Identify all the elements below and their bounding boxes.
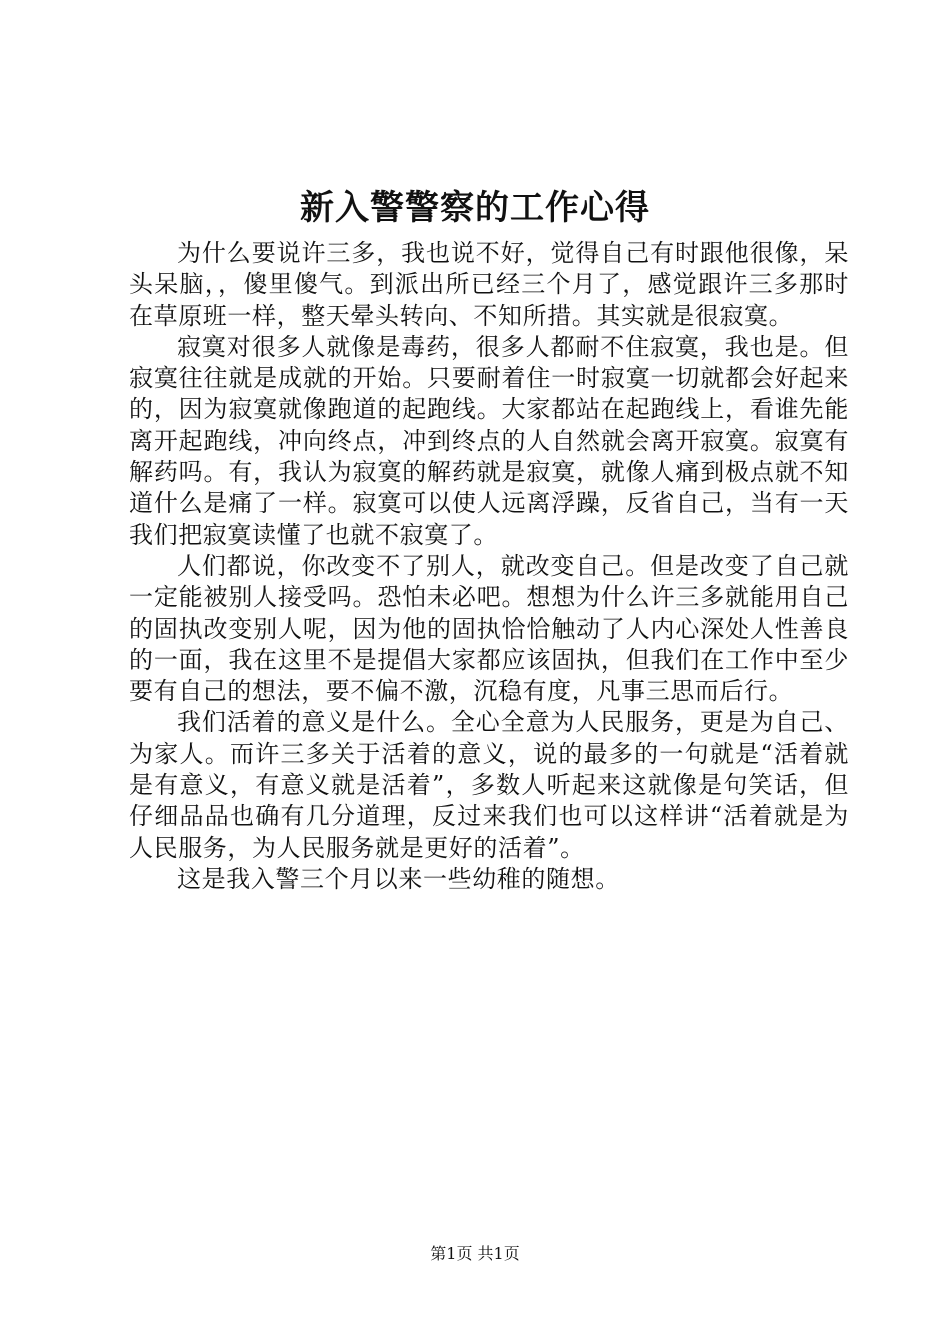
paragraph-1: 为什么要说许三多，我也说不好，觉得自己有时跟他很像，呆头呆脑，，傻里傻气。到派出所已经三个月了，感觉跟许三多那时在草原班一样，整天晕头转向、不知所措。其实就是很寂寞。 (129, 239, 849, 330)
paragraph-5: 这是我入警三个月以来一些幼稚的随想。 (177, 864, 620, 893)
paragraph-2: 寂寞对很多人就像是毒药，很多人都耐不住寂寞，我也是。但寂寞往往就是成就的开始。只要耐着住一时寂寞一切就都会好起来的，因为寂寞就像跑道的起跑线。大家都站在起跑线上，看谁先能离开起跑线，冲向终点，冲到终点的人自然就会离开寂寞。寂寞有解药吗。有，我认为寂寞的解药就是寂寞，就像人痛到极点就不知道什么是痛了一样。寂寞可以使人远离浮躁，反省自己，当有一天我们把寂寞读懂了也就不寂寞了。 (129, 332, 849, 549)
paragraph-4: 我们活着的意义是什么。全心全意为人民服务，更是为自己、为家人。而许三多关于活着的意义，说的最多的一句就是“活着就是有意义，有意义就是活着”，多数人听起来这就像是句笑话，但仔细品品也确有几分道理，反过来我们也可以这样讲“活着就是为人民服务，为人民服务就是更好的活着”。 (129, 708, 849, 862)
document-body (129, 238, 849, 895)
page-footer: 第1页 共1页 (430, 1244, 520, 1263)
document-title: 新入警警察的工作心得 (300, 188, 650, 228)
paragraph-3: 人们都说，你改变不了别人，就改变自己。但是改变了自己就一定能被别人接受吗。恐怕未必吧。想想为什么许三多就能用自己的固执改变别人呢，因为他的固执恰恰触动了人内心深处人性善良的一面，我在这里不是提倡大家都应该固执，但我们在工作中至少要有自己的想法，要不偏不激，沉稳有度，凡事三思而后行。 (129, 551, 849, 706)
